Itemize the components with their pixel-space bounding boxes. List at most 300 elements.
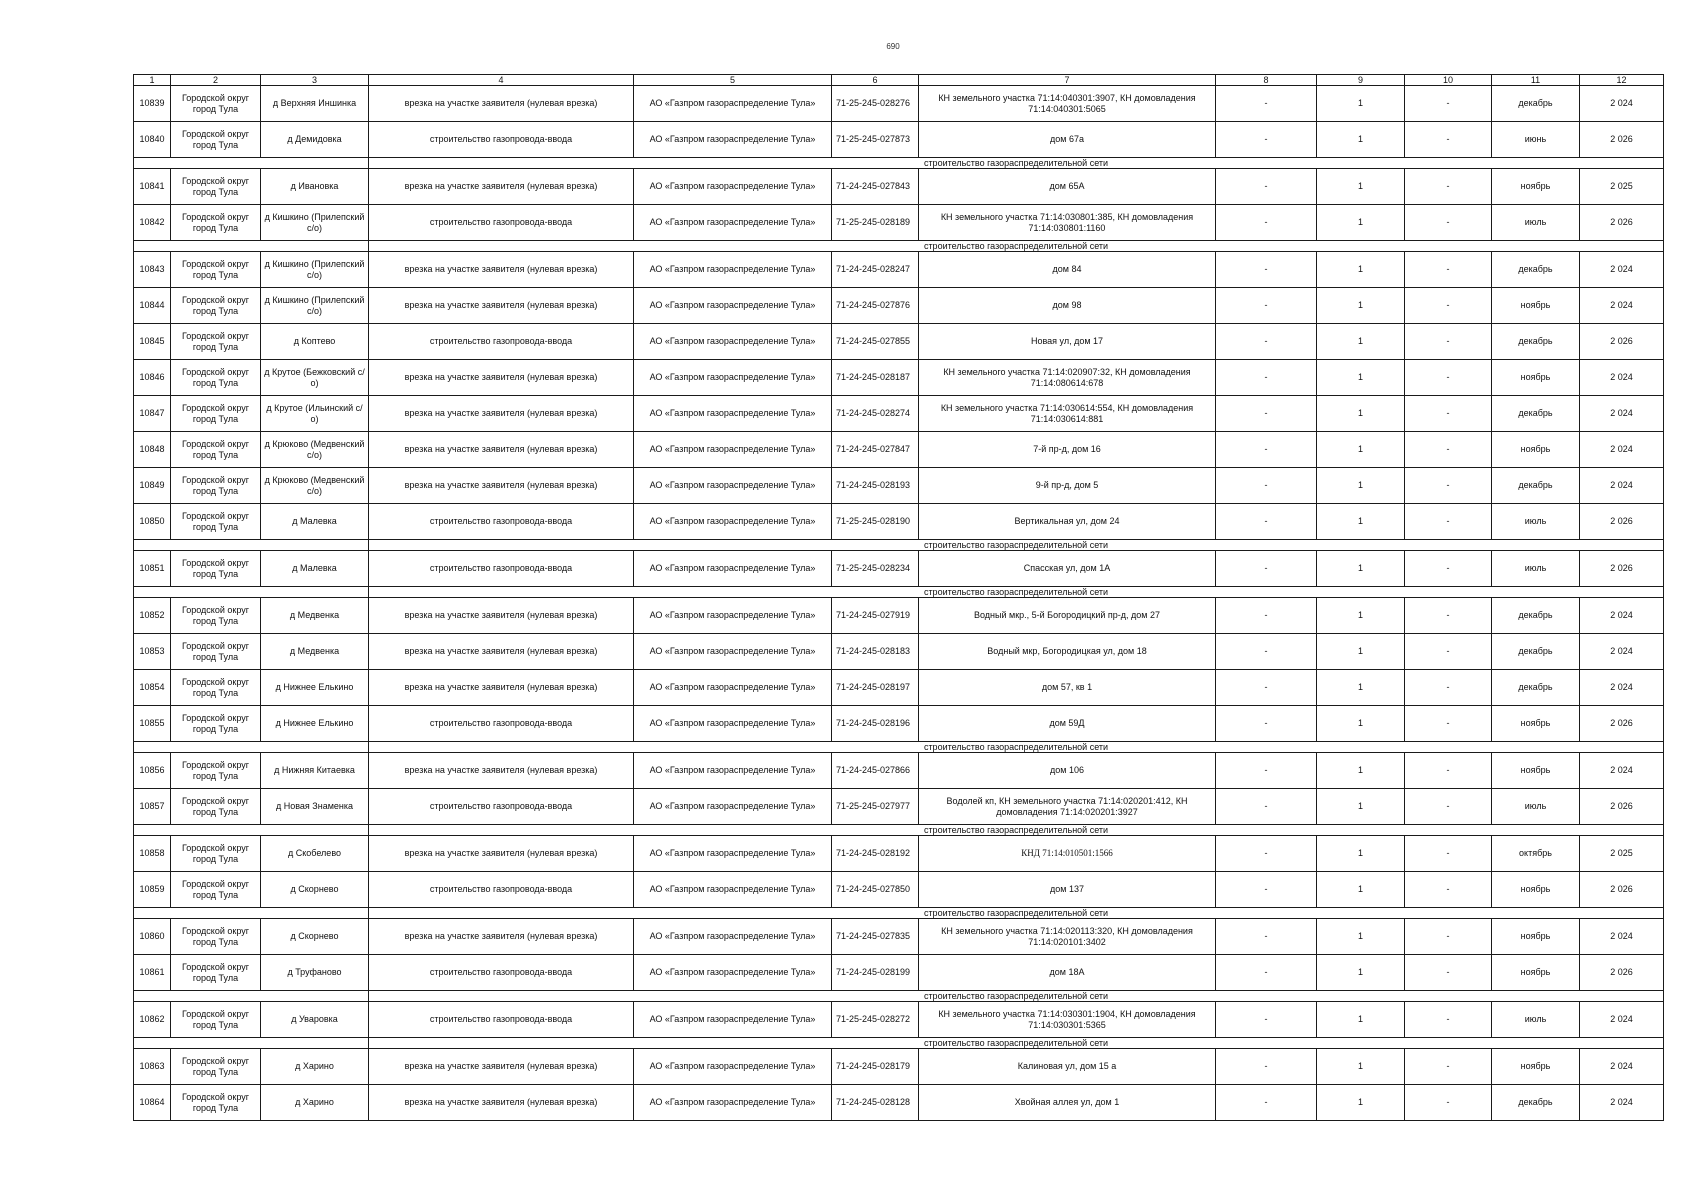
work-type-cell: врезка на участке заявителя (нулевая врезка) <box>369 169 634 205</box>
table-row <box>134 504 1664 540</box>
application-code-text: 71-25-245-028190 <box>836 516 911 526</box>
object-address-cell: дом 59Д <box>919 706 1216 742</box>
district-cell: Городской округ город Тула <box>171 468 261 504</box>
column-9-cell: 1 <box>1317 468 1405 504</box>
column-10-cell: - <box>1405 324 1492 360</box>
month-cell: ноябрь <box>1492 169 1580 205</box>
locality-cell: д Малевка <box>261 504 369 540</box>
section-subheader-label: строительство газораспределительной сети <box>369 587 1664 598</box>
district-cell: Городской округ город Тула <box>171 324 261 360</box>
section-subheader-row <box>134 158 1664 169</box>
locality-cell: д Медвенка <box>261 598 369 634</box>
column-8-cell: - <box>1216 122 1317 158</box>
row-number: 10862 <box>134 1002 171 1038</box>
table-row <box>134 324 1664 360</box>
application-code-text: 71-24-245-028274 <box>836 408 911 418</box>
application-code-cell <box>832 753 919 789</box>
district-cell: Городской округ город Тула <box>171 836 261 872</box>
object-address-cell: дом 106 <box>919 753 1216 789</box>
organization-cell: АО «Газпром газораспределение Тула» <box>634 872 832 908</box>
blank-cell <box>134 158 369 169</box>
district-cell: Городской округ город Тула <box>171 872 261 908</box>
row-number: 10841 <box>134 169 171 205</box>
column-8-cell: - <box>1216 872 1317 908</box>
month-cell: июль <box>1492 1002 1580 1038</box>
application-code-cell <box>832 288 919 324</box>
table-row <box>134 1085 1664 1121</box>
district-cell: Городской округ город Тула <box>171 789 261 825</box>
year-cell: 2 024 <box>1580 919 1664 955</box>
object-address-cell: Водолей кп, КН земельного участка 71:14:020201:412, КН домовладения 71:14:020201:3927 <box>919 789 1216 825</box>
organization-cell: АО «Газпром газораспределение Тула» <box>634 324 832 360</box>
object-address-cell: дом 65А <box>919 169 1216 205</box>
column-9-cell: 1 <box>1317 86 1405 122</box>
column-10-cell: - <box>1405 468 1492 504</box>
column-10-cell: - <box>1405 836 1492 872</box>
application-code-cell <box>832 1002 919 1038</box>
year-cell: 2 024 <box>1580 252 1664 288</box>
table-row <box>134 836 1664 872</box>
work-type-cell: врезка на участке заявителя (нулевая врезка) <box>369 86 634 122</box>
object-address-cell: 7-й пр-д, дом 16 <box>919 432 1216 468</box>
locality-cell: д Медвенка <box>261 634 369 670</box>
work-type-cell: строительство газопровода-ввода <box>369 504 634 540</box>
section-subheader-label: строительство газораспределительной сети <box>369 908 1664 919</box>
application-code-cell <box>832 169 919 205</box>
table-row <box>134 360 1664 396</box>
application-code-text: 71-24-245-027866 <box>836 765 911 775</box>
month-cell: декабрь <box>1492 468 1580 504</box>
column-10-cell: - <box>1405 634 1492 670</box>
column-8-cell: - <box>1216 919 1317 955</box>
column-10-cell: - <box>1405 955 1492 991</box>
district-cell: Городской округ город Тула <box>171 1002 261 1038</box>
year-cell: 2 026 <box>1580 789 1664 825</box>
locality-cell: д Скобелево <box>261 836 369 872</box>
application-code-cell <box>832 396 919 432</box>
district-cell: Городской округ город Тула <box>171 86 261 122</box>
column-header: 4 <box>369 75 634 86</box>
organization-cell: АО «Газпром газораспределение Тула» <box>634 1049 832 1085</box>
locality-cell: д Труфаново <box>261 955 369 991</box>
application-code-cell <box>832 360 919 396</box>
organization-cell: АО «Газпром газораспределение Тула» <box>634 836 832 872</box>
application-code-cell <box>832 551 919 587</box>
table-row <box>134 955 1664 991</box>
column-8-cell: - <box>1216 169 1317 205</box>
organization-cell: АО «Газпром газораспределение Тула» <box>634 468 832 504</box>
column-8-cell: - <box>1216 86 1317 122</box>
application-code-text: 71-25-245-027977 <box>836 801 911 811</box>
application-code-text: 71-24-245-027843 <box>836 181 911 191</box>
column-10-cell: - <box>1405 86 1492 122</box>
district-cell: Городской округ город Тула <box>171 551 261 587</box>
column-8-cell: - <box>1216 1085 1317 1121</box>
object-address-cell: дом 18А <box>919 955 1216 991</box>
work-type-cell: строительство газопровода-ввода <box>369 789 634 825</box>
row-number: 10854 <box>134 670 171 706</box>
column-9-cell: 1 <box>1317 706 1405 742</box>
month-cell: июль <box>1492 551 1580 587</box>
month-cell: октябрь <box>1492 836 1580 872</box>
object-address-cell: КН земельного участка 71:14:020907:32, КН домовладения 71:14:080614:678 <box>919 360 1216 396</box>
row-number: 10855 <box>134 706 171 742</box>
district-cell: Городской округ город Тула <box>171 598 261 634</box>
column-8-cell: - <box>1216 551 1317 587</box>
column-header: 9 <box>1317 75 1405 86</box>
table-row <box>134 706 1664 742</box>
year-cell: 2 026 <box>1580 122 1664 158</box>
locality-cell: д Малевка <box>261 551 369 587</box>
work-type-cell: строительство газопровода-ввода <box>369 1002 634 1038</box>
month-cell: декабрь <box>1492 634 1580 670</box>
row-number: 10848 <box>134 432 171 468</box>
column-10-cell: - <box>1405 753 1492 789</box>
row-number: 10847 <box>134 396 171 432</box>
application-code-text: 71-24-245-028187 <box>836 372 911 382</box>
column-header: 8 <box>1216 75 1317 86</box>
object-address-cell: 9-й пр-д, дом 5 <box>919 468 1216 504</box>
year-cell: 2 025 <box>1580 169 1664 205</box>
row-number: 10860 <box>134 919 171 955</box>
locality-cell: д Уваровка <box>261 1002 369 1038</box>
organization-cell: АО «Газпром газораспределение Тула» <box>634 919 832 955</box>
district-cell: Городской округ город Тула <box>171 205 261 241</box>
organization-cell: АО «Газпром газораспределение Тула» <box>634 551 832 587</box>
work-type-cell: врезка на участке заявителя (нулевая врезка) <box>369 1049 634 1085</box>
table-row <box>134 432 1664 468</box>
register-body <box>134 86 1664 1121</box>
table-row <box>134 919 1664 955</box>
application-code-text: 71-24-245-027850 <box>836 884 911 894</box>
column-10-cell: - <box>1405 1049 1492 1085</box>
column-9-cell: 1 <box>1317 205 1405 241</box>
section-subheader-label: строительство газораспределительной сети <box>369 241 1664 252</box>
column-number-header-row <box>134 75 1664 86</box>
column-10-cell: - <box>1405 504 1492 540</box>
month-cell: ноябрь <box>1492 753 1580 789</box>
work-type-cell: строительство газопровода-ввода <box>369 122 634 158</box>
column-10-cell: - <box>1405 598 1492 634</box>
row-number: 10856 <box>134 753 171 789</box>
month-cell: ноябрь <box>1492 955 1580 991</box>
work-type-cell: врезка на участке заявителя (нулевая врезка) <box>369 634 634 670</box>
locality-cell: д Кишкино (Прилепский с/о) <box>261 252 369 288</box>
column-8-cell: - <box>1216 836 1317 872</box>
month-cell: декабрь <box>1492 670 1580 706</box>
column-8-cell: - <box>1216 504 1317 540</box>
column-8-cell: - <box>1216 753 1317 789</box>
row-number: 10858 <box>134 836 171 872</box>
column-10-cell: - <box>1405 670 1492 706</box>
year-cell: 2 026 <box>1580 706 1664 742</box>
table-row <box>134 288 1664 324</box>
column-10-cell: - <box>1405 789 1492 825</box>
application-code-cell <box>832 836 919 872</box>
column-10-cell: - <box>1405 1085 1492 1121</box>
application-code-cell <box>832 504 919 540</box>
section-subheader-label: строительство газораспределительной сети <box>369 991 1664 1002</box>
row-number: 10849 <box>134 468 171 504</box>
column-9-cell: 1 <box>1317 169 1405 205</box>
year-cell: 2 024 <box>1580 396 1664 432</box>
organization-cell: АО «Газпром газораспределение Тула» <box>634 1002 832 1038</box>
column-9-cell: 1 <box>1317 360 1405 396</box>
table-row <box>134 872 1664 908</box>
month-cell: июль <box>1492 789 1580 825</box>
column-header: 10 <box>1405 75 1492 86</box>
table-row <box>134 634 1664 670</box>
application-code-cell <box>832 205 919 241</box>
application-code-text: 71-24-245-028128 <box>836 1097 911 1107</box>
row-number: 10857 <box>134 789 171 825</box>
row-number: 10843 <box>134 252 171 288</box>
column-8-cell: - <box>1216 252 1317 288</box>
locality-cell: д Коптево <box>261 324 369 360</box>
column-9-cell: 1 <box>1317 324 1405 360</box>
district-cell: Городской округ город Тула <box>171 1085 261 1121</box>
locality-cell: д Нижнее Елькино <box>261 706 369 742</box>
section-subheader-label: строительство газораспределительной сети <box>369 742 1664 753</box>
locality-cell: д Кишкино (Прилепский с/о) <box>261 288 369 324</box>
column-8-cell: - <box>1216 396 1317 432</box>
column-10-cell: - <box>1405 205 1492 241</box>
gasification-register-table <box>133 74 1664 1121</box>
locality-cell: д Крюково (Медвенский с/о) <box>261 468 369 504</box>
work-type-cell: врезка на участке заявителя (нулевая врезка) <box>369 396 634 432</box>
column-9-cell: 1 <box>1317 634 1405 670</box>
section-subheader-row <box>134 908 1664 919</box>
blank-cell <box>134 991 369 1002</box>
district-cell: Городской округ город Тула <box>171 288 261 324</box>
application-code-cell <box>832 955 919 991</box>
district-cell: Городской округ город Тула <box>171 955 261 991</box>
section-subheader-label: строительство газораспределительной сети <box>369 158 1664 169</box>
object-address-cell: КНД 71:14:010501:1566 <box>919 836 1216 872</box>
locality-cell: д Кишкино (Прилепский с/о) <box>261 205 369 241</box>
column-8-cell: - <box>1216 288 1317 324</box>
month-cell: декабрь <box>1492 396 1580 432</box>
locality-cell: д Скорнево <box>261 872 369 908</box>
object-address-cell: Водный мкр., 5-й Богородицкий пр-д, дом 27 <box>919 598 1216 634</box>
table-row <box>134 1002 1664 1038</box>
application-code-text: 71-24-245-028179 <box>836 1061 911 1071</box>
district-cell: Городской округ город Тула <box>171 252 261 288</box>
application-code-cell <box>832 1085 919 1121</box>
application-code-text: 71-24-245-027847 <box>836 444 911 454</box>
application-code-cell <box>832 598 919 634</box>
organization-cell: АО «Газпром газораспределение Тула» <box>634 396 832 432</box>
row-number: 10852 <box>134 598 171 634</box>
month-cell: декабрь <box>1492 598 1580 634</box>
column-header: 2 <box>171 75 261 86</box>
row-number: 10839 <box>134 86 171 122</box>
year-cell: 2 024 <box>1580 468 1664 504</box>
organization-cell: АО «Газпром газораспределение Тула» <box>634 1085 832 1121</box>
column-10-cell: - <box>1405 706 1492 742</box>
locality-cell: д Крутое (Бежковский с/о) <box>261 360 369 396</box>
district-cell: Городской округ город Тула <box>171 919 261 955</box>
locality-cell: д Ивановка <box>261 169 369 205</box>
column-10-cell: - <box>1405 551 1492 587</box>
year-cell: 2 024 <box>1580 288 1664 324</box>
table-row <box>134 122 1664 158</box>
organization-cell: АО «Газпром газораспределение Тула» <box>634 86 832 122</box>
month-cell: июль <box>1492 504 1580 540</box>
column-8-cell: - <box>1216 432 1317 468</box>
column-8-cell: - <box>1216 955 1317 991</box>
blank-cell <box>134 825 369 836</box>
application-code-text: 71-24-245-028197 <box>836 682 911 692</box>
column-9-cell: 1 <box>1317 955 1405 991</box>
application-code-text: 71-24-245-028199 <box>836 967 911 977</box>
month-cell: июль <box>1492 205 1580 241</box>
year-cell: 2 024 <box>1580 1085 1664 1121</box>
organization-cell: АО «Газпром газораспределение Тула» <box>634 670 832 706</box>
section-subheader-row <box>134 241 1664 252</box>
table-row <box>134 598 1664 634</box>
locality-cell: д Нижнее Елькино <box>261 670 369 706</box>
organization-cell: АО «Газпром газораспределение Тула» <box>634 955 832 991</box>
month-cell: ноябрь <box>1492 360 1580 396</box>
column-10-cell: - <box>1405 396 1492 432</box>
column-9-cell: 1 <box>1317 1002 1405 1038</box>
application-code-text: 71-24-245-027876 <box>836 300 911 310</box>
work-type-cell: врезка на участке заявителя (нулевая врезка) <box>369 670 634 706</box>
column-8-cell: - <box>1216 205 1317 241</box>
column-8-cell: - <box>1216 670 1317 706</box>
blank-cell <box>134 908 369 919</box>
column-9-cell: 1 <box>1317 789 1405 825</box>
district-cell: Городской округ город Тула <box>171 396 261 432</box>
object-address-cell: КН земельного участка 71:14:020113:320, КН домовладения 71:14:020101:3402 <box>919 919 1216 955</box>
column-header: 11 <box>1492 75 1580 86</box>
object-address-cell: дом 57, кв 1 <box>919 670 1216 706</box>
year-cell: 2 026 <box>1580 872 1664 908</box>
application-code-text: 71-24-245-028192 <box>836 848 911 858</box>
row-number: 10861 <box>134 955 171 991</box>
district-cell: Городской округ город Тула <box>171 360 261 396</box>
district-cell: Городской округ город Тула <box>171 670 261 706</box>
district-cell: Городской округ город Тула <box>171 122 261 158</box>
application-code-text: 71-25-245-028276 <box>836 98 911 108</box>
month-cell: декабрь <box>1492 1085 1580 1121</box>
table-row <box>134 551 1664 587</box>
month-cell: ноябрь <box>1492 1049 1580 1085</box>
district-cell: Городской округ город Тула <box>171 706 261 742</box>
column-9-cell: 1 <box>1317 432 1405 468</box>
district-cell: Городской округ город Тула <box>171 169 261 205</box>
district-cell: Городской округ город Тула <box>171 753 261 789</box>
application-code-cell <box>832 872 919 908</box>
column-8-cell: - <box>1216 324 1317 360</box>
column-header: 7 <box>919 75 1216 86</box>
month-cell: ноябрь <box>1492 432 1580 468</box>
year-cell: 2 026 <box>1580 205 1664 241</box>
application-code-cell <box>832 324 919 360</box>
application-code-cell <box>832 252 919 288</box>
row-number: 10842 <box>134 205 171 241</box>
column-10-cell: - <box>1405 288 1492 324</box>
work-type-cell: строительство газопровода-ввода <box>369 551 634 587</box>
work-type-cell: врезка на участке заявителя (нулевая врезка) <box>369 468 634 504</box>
column-8-cell: - <box>1216 1049 1317 1085</box>
organization-cell: АО «Газпром газораспределение Тула» <box>634 360 832 396</box>
work-type-cell: врезка на участке заявителя (нулевая врезка) <box>369 753 634 789</box>
locality-cell: д Крюково (Медвенский с/о) <box>261 432 369 468</box>
column-9-cell: 1 <box>1317 836 1405 872</box>
row-number: 10850 <box>134 504 171 540</box>
row-number: 10853 <box>134 634 171 670</box>
section-subheader-row <box>134 742 1664 753</box>
column-9-cell: 1 <box>1317 252 1405 288</box>
work-type-cell: врезка на участке заявителя (нулевая врезка) <box>369 1085 634 1121</box>
district-cell: Городской округ город Тула <box>171 634 261 670</box>
district-cell: Городской округ город Тула <box>171 504 261 540</box>
row-number: 10851 <box>134 551 171 587</box>
locality-cell: д Верхняя Иншинка <box>261 86 369 122</box>
application-code-text: 71-25-245-028189 <box>836 217 911 227</box>
application-code-cell <box>832 789 919 825</box>
application-code-cell <box>832 86 919 122</box>
blank-cell <box>134 241 369 252</box>
locality-cell: д Скорнево <box>261 919 369 955</box>
object-address-cell: дом 98 <box>919 288 1216 324</box>
table-row <box>134 789 1664 825</box>
section-subheader-label: строительство газораспределительной сети <box>369 540 1664 551</box>
column-9-cell: 1 <box>1317 598 1405 634</box>
object-address-cell: дом 84 <box>919 252 1216 288</box>
work-type-cell: врезка на участке заявителя (нулевая врезка) <box>369 252 634 288</box>
column-8-cell: - <box>1216 706 1317 742</box>
year-cell: 2 026 <box>1580 504 1664 540</box>
row-number: 10844 <box>134 288 171 324</box>
section-subheader-row <box>134 825 1664 836</box>
section-subheader-row <box>134 1038 1664 1049</box>
column-10-cell: - <box>1405 252 1492 288</box>
column-9-cell: 1 <box>1317 288 1405 324</box>
column-9-cell: 1 <box>1317 670 1405 706</box>
table-row <box>134 205 1664 241</box>
blank-cell <box>134 540 369 551</box>
month-cell: декабрь <box>1492 86 1580 122</box>
column-9-cell: 1 <box>1317 919 1405 955</box>
column-header: 1 <box>134 75 171 86</box>
row-number: 10840 <box>134 122 171 158</box>
year-cell: 2 024 <box>1580 360 1664 396</box>
object-address-cell: Спасская ул, дом 1А <box>919 551 1216 587</box>
year-cell: 2 024 <box>1580 753 1664 789</box>
year-cell: 2 024 <box>1580 86 1664 122</box>
object-address-cell: Вертикальная ул, дом 24 <box>919 504 1216 540</box>
column-10-cell: - <box>1405 1002 1492 1038</box>
column-10-cell: - <box>1405 872 1492 908</box>
column-10-cell: - <box>1405 919 1492 955</box>
column-header: 12 <box>1580 75 1664 86</box>
section-subheader-label: строительство газораспределительной сети <box>369 825 1664 836</box>
work-type-cell: строительство газопровода-ввода <box>369 955 634 991</box>
year-cell: 2 026 <box>1580 324 1664 360</box>
month-cell: декабрь <box>1492 252 1580 288</box>
column-8-cell: - <box>1216 789 1317 825</box>
blank-cell <box>134 742 369 753</box>
column-9-cell: 1 <box>1317 872 1405 908</box>
section-subheader-row <box>134 991 1664 1002</box>
table-row <box>134 468 1664 504</box>
table-row <box>134 169 1664 205</box>
column-10-cell: - <box>1405 432 1492 468</box>
object-address-cell: дом 137 <box>919 872 1216 908</box>
